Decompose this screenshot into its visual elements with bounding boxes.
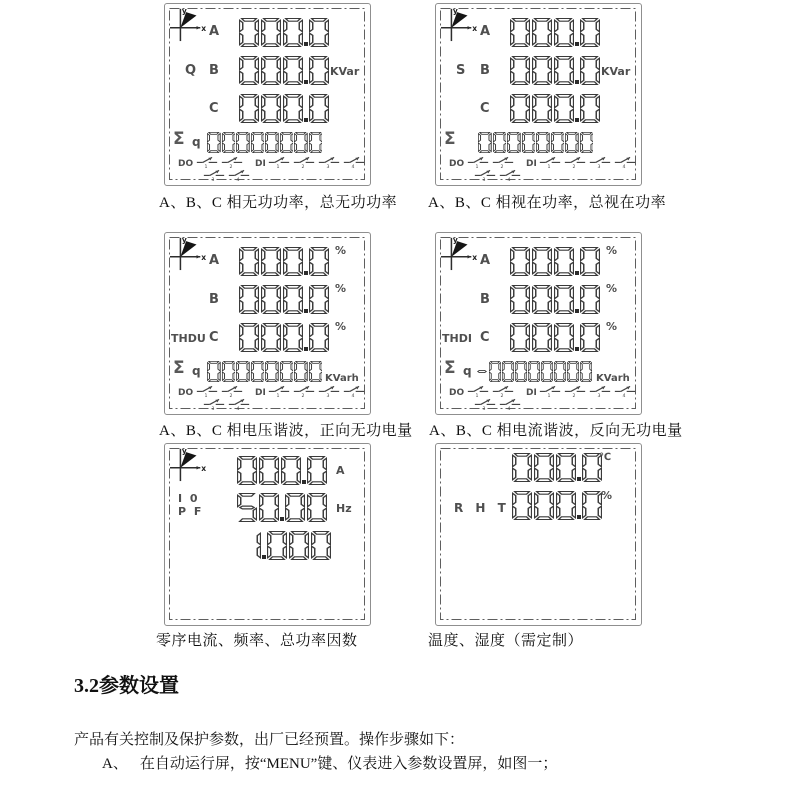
do-switch-icon [196, 155, 218, 169]
do-switch-icon [492, 155, 514, 169]
svg-text:4: 4 [351, 393, 355, 398]
phase-c-label: C [209, 330, 219, 345]
di-switch-row [539, 155, 636, 169]
lcd-value-temperature [512, 453, 602, 482]
di-switch-row [268, 384, 365, 398]
svg-text:2: 2 [301, 164, 305, 169]
svg-text:2: 2 [572, 164, 576, 169]
svg-text:1: 1 [547, 393, 551, 398]
figure-caption: A、B、C 相电流谐波，反向无功电量 [429, 423, 683, 439]
axis-icon [440, 235, 478, 276]
svg-text:2: 2 [572, 393, 576, 398]
phase-a-label: A [480, 253, 491, 268]
unit-label: ℃ [599, 452, 612, 463]
phase-a-label: A [209, 253, 220, 268]
svg-text:3: 3 [211, 406, 215, 411]
phase-c-label: C [480, 330, 490, 345]
do-label: DO [178, 388, 194, 398]
do-switch-icon [203, 168, 225, 182]
do-switch-row-2 [474, 397, 521, 411]
di-switch-icon [293, 384, 315, 398]
step-label: A、 [102, 756, 128, 772]
lcd-value-humidity [512, 491, 602, 520]
unit-label: % [335, 244, 347, 257]
svg-text:2: 2 [301, 393, 305, 398]
phase-b-label: B [209, 63, 219, 78]
do-switch-row [196, 384, 243, 398]
di-switch-icon [318, 155, 340, 169]
lcd-value-phase-a [510, 247, 600, 276]
di-switch-icon [614, 155, 636, 169]
figure-caption: 零序电流、频率、总功率因数 [156, 633, 358, 649]
figure-caption: A、B、C 相电压谐波，正向无功电量 [159, 423, 413, 439]
unit-label: A [336, 464, 345, 477]
do-switch-icon [474, 168, 496, 182]
lcd-value-phase-c [239, 323, 329, 352]
axis-icon [169, 446, 207, 487]
svg-text:4: 4 [351, 164, 355, 169]
svg-text:1: 1 [204, 164, 208, 169]
svg-text:2: 2 [229, 393, 233, 398]
sigma-label: Σ [173, 129, 185, 149]
do-switch-row-2 [203, 397, 250, 411]
do-switch-icon [499, 168, 521, 182]
unit-label: KVar [330, 65, 360, 78]
di-switch-row [539, 384, 636, 398]
do-switch-row [467, 384, 514, 398]
sigma-label: Σ [444, 358, 456, 378]
do-switch-icon [492, 384, 514, 398]
svg-text:x: x [201, 24, 207, 34]
axis-icon [169, 6, 207, 47]
sigma-label: Σ [444, 129, 456, 149]
lcd-value-total [476, 361, 592, 382]
unit-label: % [606, 320, 618, 333]
lcd-value-total [478, 132, 593, 153]
svg-text:3: 3 [211, 177, 215, 182]
do-switch-icon [221, 155, 243, 169]
unit-label: % [606, 282, 618, 295]
svg-text:3: 3 [482, 406, 486, 411]
svg-text:4: 4 [622, 164, 626, 169]
lcd-value-total [207, 132, 322, 153]
svg-text:4: 4 [507, 177, 511, 182]
unit-label: % [606, 244, 618, 257]
lcd-value-phase-b [510, 285, 600, 314]
svg-text:3: 3 [326, 393, 330, 398]
di-switch-icon [268, 155, 290, 169]
svg-text:y: y [181, 446, 187, 456]
svg-text:1: 1 [475, 393, 479, 398]
do-switch-icon [467, 155, 489, 169]
do-switch-row-2 [474, 168, 521, 182]
quantity-label: THDI [442, 332, 472, 345]
unit-label: % [601, 489, 613, 502]
lcd-value-phase-c [510, 323, 600, 352]
section-paragraph: 产品有关控制及保护参数，出厂已经预置。操作步骤如下： [74, 732, 465, 748]
section-heading: 3.2参数设置 [74, 675, 179, 697]
do-label: DO [178, 159, 194, 169]
do-switch-icon [474, 397, 496, 411]
lcd-screen-apparent-power [435, 3, 642, 186]
do-switch-icon [221, 384, 243, 398]
di-switch-icon [268, 384, 290, 398]
figure-caption: A、B、C 相无功功率，总无功功率 [159, 195, 398, 211]
lcd-value-phase-a [239, 247, 329, 276]
phase-a-label: A [209, 24, 220, 39]
svg-text:4: 4 [507, 406, 511, 411]
do-label: DO [449, 388, 465, 398]
figure-caption: A、B、C 相视在功率，总视在功率 [428, 195, 667, 211]
unit-label: Hz [336, 502, 352, 515]
sigma-sub-label: q [463, 364, 472, 378]
lcd-value-phase-c [510, 94, 600, 123]
sigma-sub-label: q [192, 135, 201, 149]
rht-label: R H T [454, 501, 510, 515]
svg-text:1: 1 [204, 393, 208, 398]
svg-text:3: 3 [326, 164, 330, 169]
do-switch-icon [196, 384, 218, 398]
quantity-label: S [456, 63, 466, 78]
svg-text:4: 4 [236, 177, 240, 182]
pf-label: P F [178, 505, 204, 518]
di-label: DI [255, 159, 266, 169]
do-switch-row [467, 155, 514, 169]
lcd-value-phase-a [510, 18, 600, 47]
svg-text:4: 4 [622, 393, 626, 398]
sigma-sub-label: q [192, 364, 201, 378]
phase-a-label: A [480, 24, 491, 39]
phase-b-label: B [209, 292, 219, 307]
di-switch-icon [539, 155, 561, 169]
axis-icon [169, 235, 207, 276]
lcd-value-phase-c [239, 94, 329, 123]
lcd-value-phase-b [239, 285, 329, 314]
svg-text:1: 1 [475, 164, 479, 169]
svg-text:x: x [201, 253, 207, 263]
i0-label: I 0 [178, 492, 200, 505]
lcd-value-phase-a [239, 18, 329, 47]
svg-text:x: x [472, 24, 478, 34]
lcd-screen-reactive-power [164, 3, 371, 186]
svg-text:x: x [472, 253, 478, 263]
sigma-unit-label: KVarh [325, 373, 359, 384]
sigma-label: Σ [173, 358, 185, 378]
lcd-value-phase-b [239, 56, 329, 85]
phase-c-label: C [209, 101, 219, 116]
lcd-screen-current-harmonics [435, 232, 642, 415]
svg-text:y: y [452, 235, 458, 245]
unit-label: % [335, 320, 347, 333]
svg-text:3: 3 [482, 177, 486, 182]
di-switch-icon [564, 155, 586, 169]
lcd-screen-current-frequency-pf [164, 443, 371, 626]
quantity-label: THDU [171, 332, 206, 345]
di-switch-icon [539, 384, 561, 398]
quantity-label: Q [185, 63, 197, 78]
svg-text:y: y [181, 235, 187, 245]
lcd-screen-voltage-harmonics [164, 232, 371, 415]
do-switch-row-2 [203, 168, 250, 182]
svg-text:y: y [452, 6, 458, 16]
di-switch-icon [614, 384, 636, 398]
di-switch-icon [589, 384, 611, 398]
svg-text:y: y [181, 6, 187, 16]
do-switch-icon [228, 168, 250, 182]
figure-caption: 温度、湿度（需定制） [428, 633, 584, 649]
di-switch-icon [318, 384, 340, 398]
lcd-value-phase-b [510, 56, 600, 85]
di-switch-row [268, 155, 365, 169]
lcd-screen-temperature-humidity [435, 443, 642, 626]
di-label: DI [255, 388, 266, 398]
do-switch-icon [203, 397, 225, 411]
di-switch-icon [343, 155, 365, 169]
lcd-value-total [207, 361, 322, 382]
lcd-value-power-factor [241, 531, 331, 560]
lcd-value-current [237, 456, 327, 485]
svg-text:1: 1 [276, 393, 280, 398]
phase-b-label: B [480, 292, 490, 307]
phase-b-label: B [480, 63, 490, 78]
do-label: DO [449, 159, 465, 169]
svg-text:2: 2 [229, 164, 233, 169]
do-switch-row [196, 155, 243, 169]
unit-label: KVar [601, 65, 631, 78]
svg-text:2: 2 [500, 164, 504, 169]
di-label: DI [526, 388, 537, 398]
di-switch-icon [589, 155, 611, 169]
di-switch-icon [293, 155, 315, 169]
di-label: DI [526, 159, 537, 169]
step-line [102, 752, 557, 773]
unit-label: % [335, 282, 347, 295]
svg-text:x: x [201, 464, 207, 474]
axis-icon [440, 6, 478, 47]
svg-text:1: 1 [276, 164, 280, 169]
svg-text:3: 3 [597, 393, 601, 398]
di-switch-icon [343, 384, 365, 398]
svg-text:2: 2 [500, 393, 504, 398]
do-switch-icon [499, 397, 521, 411]
sigma-unit-label: KVarh [596, 373, 630, 384]
phase-c-label: C [480, 101, 490, 116]
svg-text:3: 3 [597, 164, 601, 169]
svg-text:1: 1 [547, 164, 551, 169]
do-switch-icon [228, 397, 250, 411]
svg-text:4: 4 [236, 406, 240, 411]
do-switch-icon [467, 384, 489, 398]
lcd-value-frequency [237, 493, 327, 522]
step-text: 在自动运行屏，按“MENU”键、仪表进入参数设置屏，如图一； [139, 756, 558, 772]
di-switch-icon [564, 384, 586, 398]
